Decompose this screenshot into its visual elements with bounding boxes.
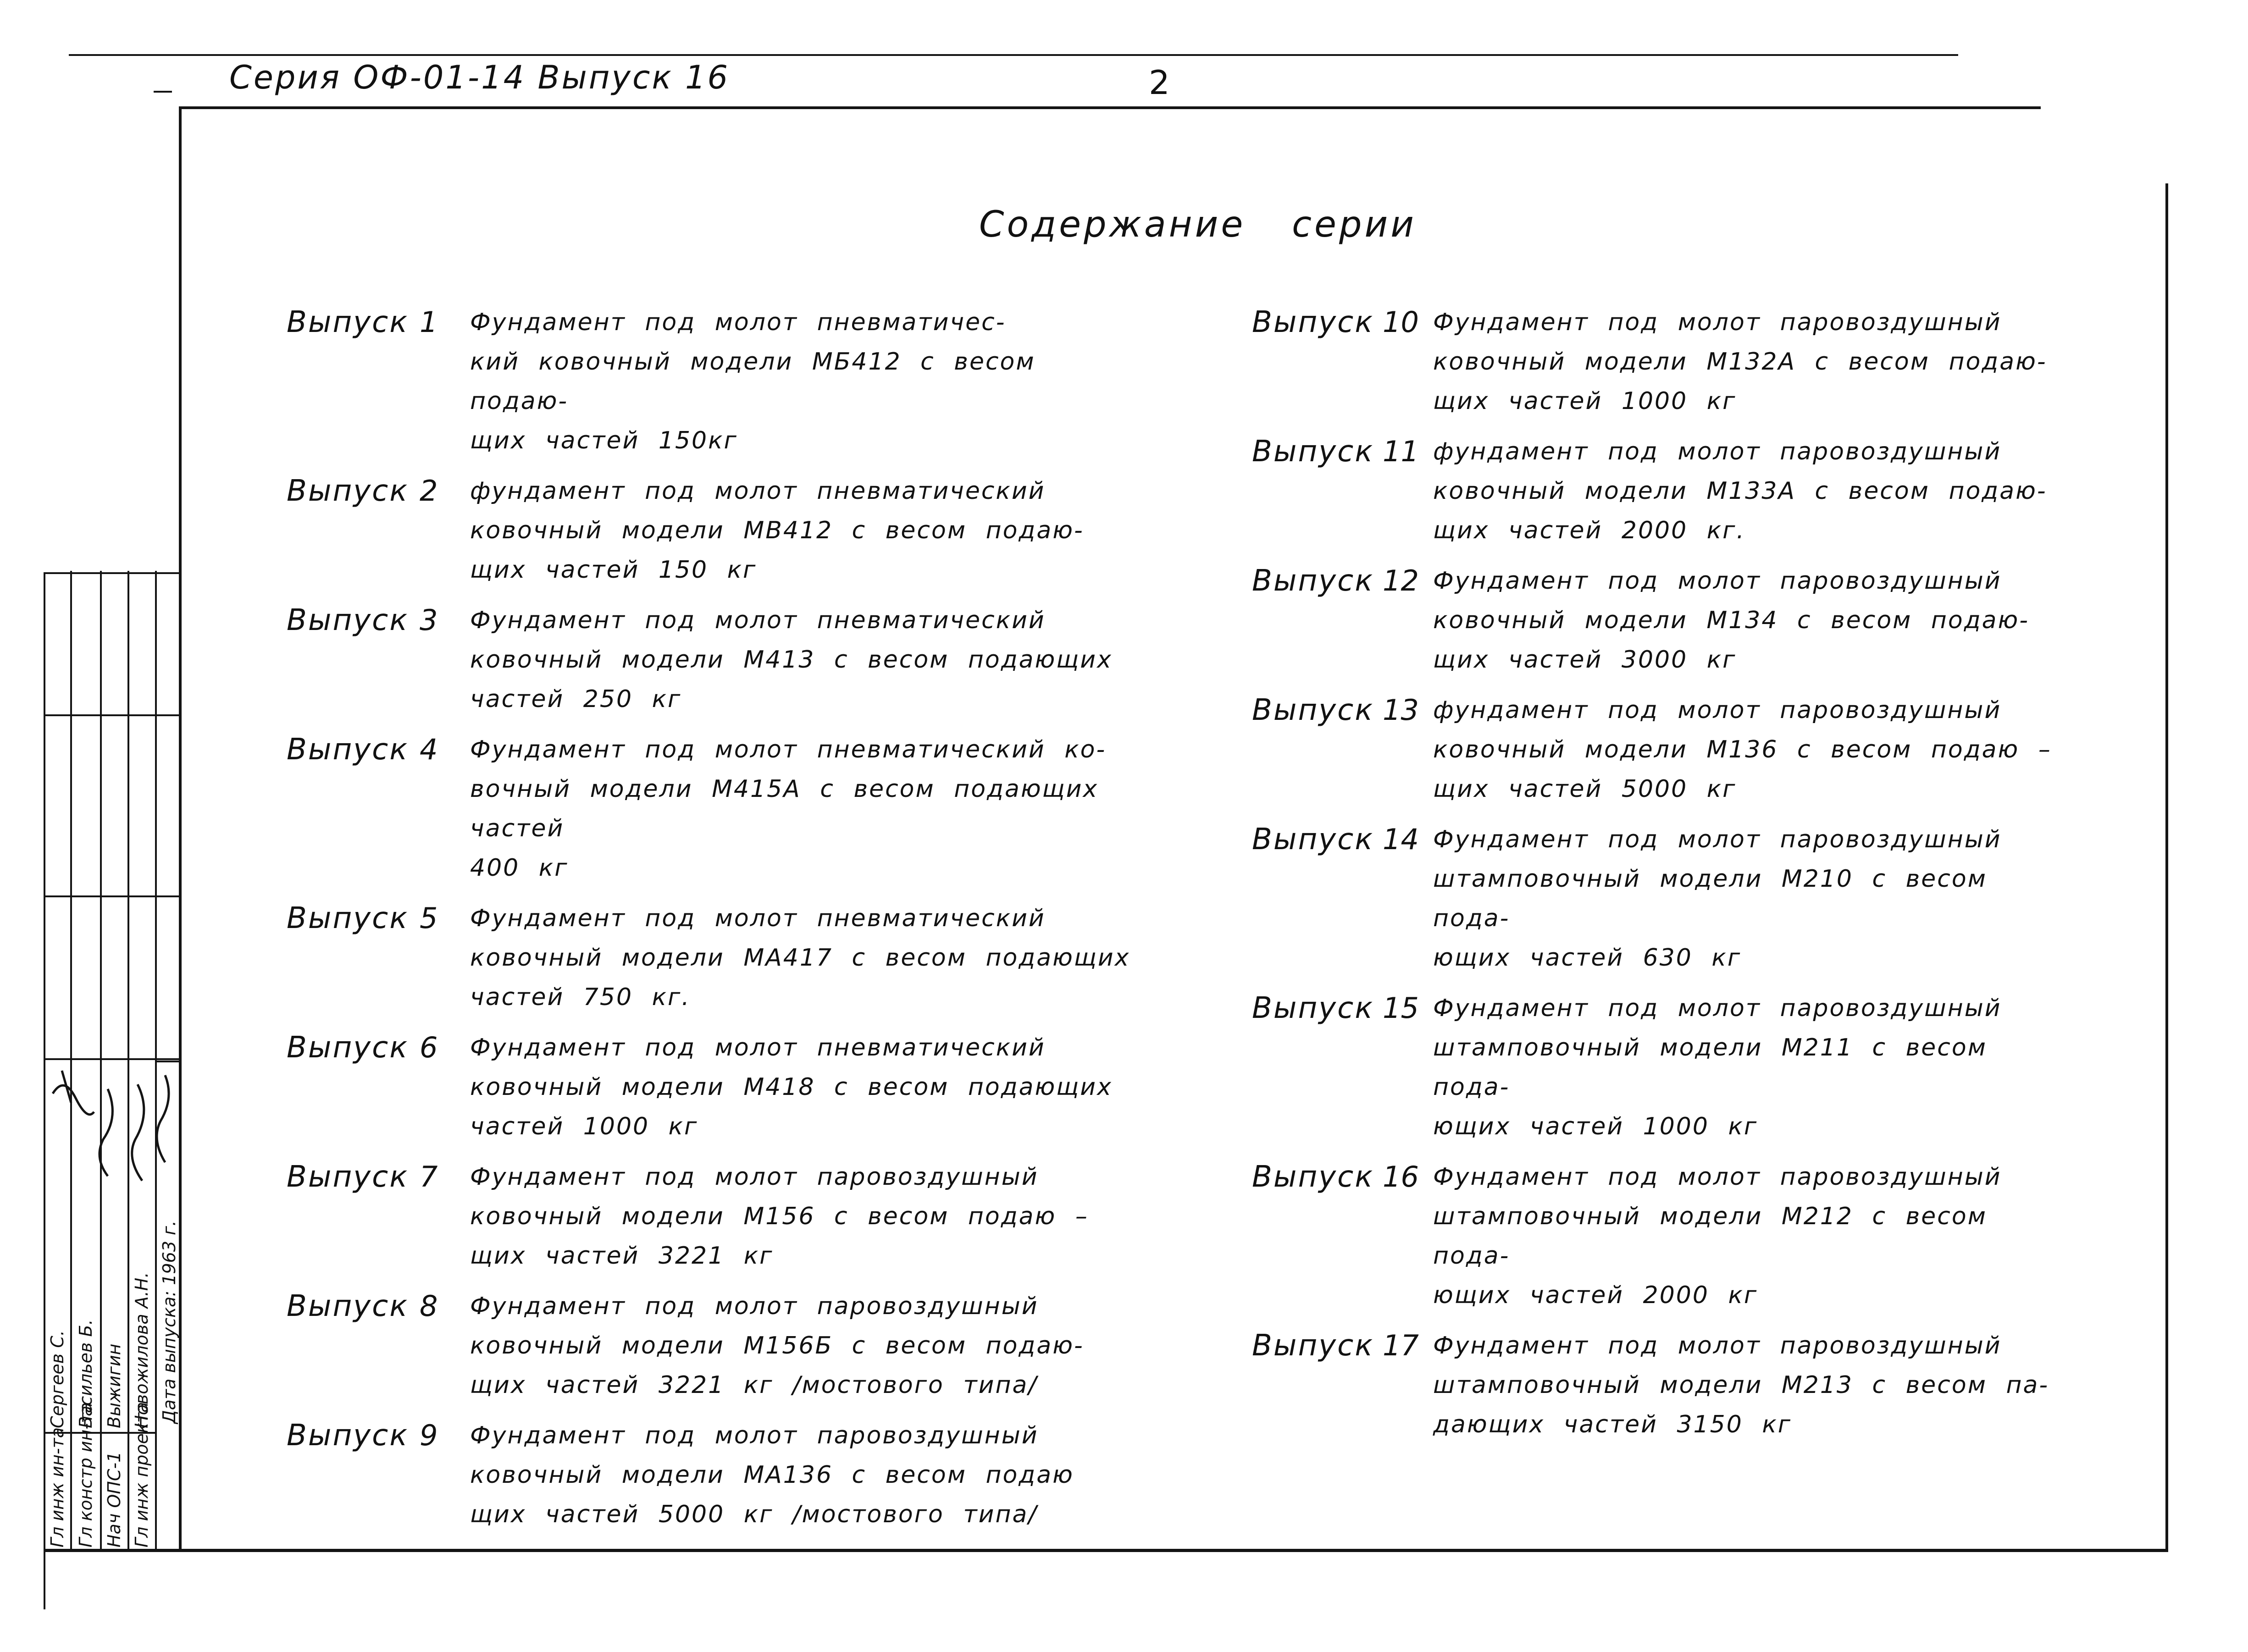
page-title: Содержание серии — [979, 204, 1417, 245]
entry-label: Выпуск — [287, 1160, 409, 1194]
entry-description: Фундамент под молот пневматический ковочный модели М413 с весом подающих частей 250 кг — [470, 607, 1113, 713]
signature-stroke — [53, 1071, 94, 1115]
contents-entry-13 — [1252, 691, 2077, 809]
signature-stroke — [132, 1084, 144, 1181]
contents-left-column — [287, 303, 1144, 1545]
entry-label: Выпуск — [1252, 1160, 1374, 1194]
entry-label: Выпуск — [1252, 435, 1374, 469]
entry-description: Фундамент под молот паровоздушный ковочный модели МА136 с весом подаю щих частей 5000 кг /мостового типа/ — [470, 1422, 1074, 1528]
entry-label: Выпуск — [287, 474, 409, 508]
stamp-release-date: Дата выпуска: 1963 г. — [159, 1220, 179, 1424]
entry-description: Фундамент под молот пневматический ко- вочный модели М415А с весом подающих частей 400 кг — [470, 736, 1107, 882]
contents-entry-2 — [287, 471, 1144, 590]
entry-number: 9 — [420, 1419, 438, 1452]
contents-entry-1 — [287, 303, 1144, 460]
stamp-name-department-head: Выжигин — [104, 1343, 124, 1428]
header-series: Серия ОФ-01-14 Выпуск 16 — [229, 59, 730, 96]
entry-number: 13 — [1383, 693, 1419, 727]
contents-entry-11 — [1252, 432, 2077, 550]
stamp-role-department-head: Нач ОПС-1 — [104, 1451, 124, 1547]
top-rule — [69, 54, 1958, 56]
entry-description: Фундамент под молот паровоздушный штамповочный модели М212 с весом пода- ющих частей 2000 кг — [1433, 1163, 2002, 1309]
contents-entry-17 — [1252, 1326, 2077, 1444]
entry-number: 5 — [420, 901, 438, 935]
contents-entry-5 — [287, 899, 1144, 1017]
entry-description: фундамент под молот паровоздушный ковочный модели М136 с весом подаю – щих частей 5000 кг — [1433, 696, 2052, 803]
entry-description: Фундамент под молот паровоздушный штамповочный модели М213 с весом па- дающих частей 3150 кг — [1433, 1332, 2049, 1438]
contents-right-column — [1252, 303, 2077, 1455]
entry-label: Выпуск — [287, 1419, 409, 1453]
entry-label: Выпуск — [1252, 991, 1374, 1025]
entry-description: Фундамент под молот пневматический ковочный модели М418 с весом подающих частей 1000 кг — [470, 1034, 1113, 1140]
contents-entry-16 — [1252, 1157, 2077, 1315]
entry-label: Выпуск — [287, 603, 409, 637]
entry-number: 11 — [1383, 435, 1419, 468]
header-dash — [154, 91, 172, 93]
entry-label: Выпуск — [1252, 693, 1374, 727]
entry-description: Фундамент под молот паровоздушный ковочный модели М156 с весом подаю – щих частей 3221 кг — [470, 1163, 1089, 1270]
contents-entry-8 — [287, 1287, 1144, 1405]
contents-entry-4 — [287, 730, 1144, 888]
entry-description: Фундамент под молот паровоздушный ковочный модели М156Б с весом подаю- щих частей 3221 кг /мостового типа/ — [470, 1293, 1084, 1399]
entry-description: фундамент под молот паровоздушный ковочный модели М133А с весом подаю- щих частей 2000 кг. — [1433, 438, 2047, 544]
entry-number: 16 — [1383, 1160, 1419, 1193]
header-underline — [179, 106, 2041, 109]
page-number: 2 — [1149, 63, 1170, 102]
entry-number: 15 — [1383, 991, 1419, 1025]
entry-number: 4 — [420, 733, 438, 766]
signature-stroke — [157, 1075, 169, 1162]
entry-description: фундамент под молот пневматический ковочный модели МВ412 с весом подаю- щих частей 150 кг — [470, 477, 1084, 584]
entry-label: Выпуск — [1252, 564, 1374, 598]
contents-entry-15 — [1252, 989, 2077, 1146]
entry-number: 8 — [420, 1289, 438, 1323]
stamp-name-project-engineer: Новожилова А.Н. — [132, 1272, 152, 1428]
entry-label: Выпуск — [1252, 305, 1374, 339]
contents-entry-6 — [287, 1028, 1144, 1146]
stamp-role-chief-designer: Гл констр ин-та — [76, 1402, 96, 1547]
contents-entry-12 — [1252, 561, 2077, 680]
contents-entry-7 — [287, 1157, 1144, 1276]
contents-entry-3 — [287, 601, 1144, 719]
entry-label: Выпуск — [287, 901, 409, 935]
entry-label: Выпуск — [1252, 823, 1374, 856]
entry-label: Выпуск — [287, 305, 409, 339]
stamp-name-chief-designer: Васильев Б. — [76, 1319, 96, 1428]
entry-description: Фундамент под молот пневматичес- кий ковочный модели МБ412 с весом подаю- щих частей 150кг — [470, 309, 1035, 454]
entry-description: Фундамент под молот паровоздушный ковочный модели М132А с весом подаю- щих частей 1000 кг — [1433, 309, 2047, 415]
entry-description: Фундамент под молот пневматический ковочный модели МА417 с весом подающих частей 750 кг. — [470, 905, 1130, 1011]
entry-description: Фундамент под молот паровоздушный штамповочный модели М210 с весом пода- ющих частей 630 кг — [1433, 826, 2002, 972]
contents-entry-14 — [1252, 820, 2077, 978]
frame-bottom-border — [44, 1549, 2167, 1552]
contents-entry-10 — [1252, 303, 2077, 421]
entry-number: 2 — [420, 474, 438, 508]
entry-number: 10 — [1383, 305, 1419, 339]
entry-number: 14 — [1383, 823, 1419, 856]
entry-description: Фундамент под молот паровоздушный штамповочный модели М211 с весом пода- ющих частей 1000 кг — [1433, 995, 2002, 1140]
entry-description: Фундамент под молот паровоздушный ковочный модели М134 с весом подаю- щих частей 3000 кг — [1433, 567, 2030, 674]
entry-number: 1 — [420, 305, 438, 339]
entry-label: Выпуск — [1252, 1329, 1374, 1363]
entry-label: Выпуск — [287, 733, 409, 767]
entry-number: 17 — [1383, 1329, 1419, 1362]
entry-label: Выпуск — [287, 1031, 409, 1065]
approval-stamp — [44, 571, 181, 1557]
entry-number: 3 — [420, 603, 438, 637]
stamp-name-chief-engineer: Сергеев С. — [47, 1330, 67, 1428]
stamp-role-chief-engineer: Гл инж ин-та — [47, 1427, 67, 1547]
entry-number: 7 — [420, 1160, 438, 1193]
entry-number: 12 — [1383, 564, 1419, 597]
frame-right-border — [2165, 183, 2168, 1552]
entry-number: 6 — [420, 1031, 438, 1064]
contents-entry-9 — [287, 1416, 1144, 1534]
entry-label: Выпуск — [287, 1289, 409, 1323]
stamp-role-project-engineer: Гл инж проекта — [132, 1402, 152, 1547]
